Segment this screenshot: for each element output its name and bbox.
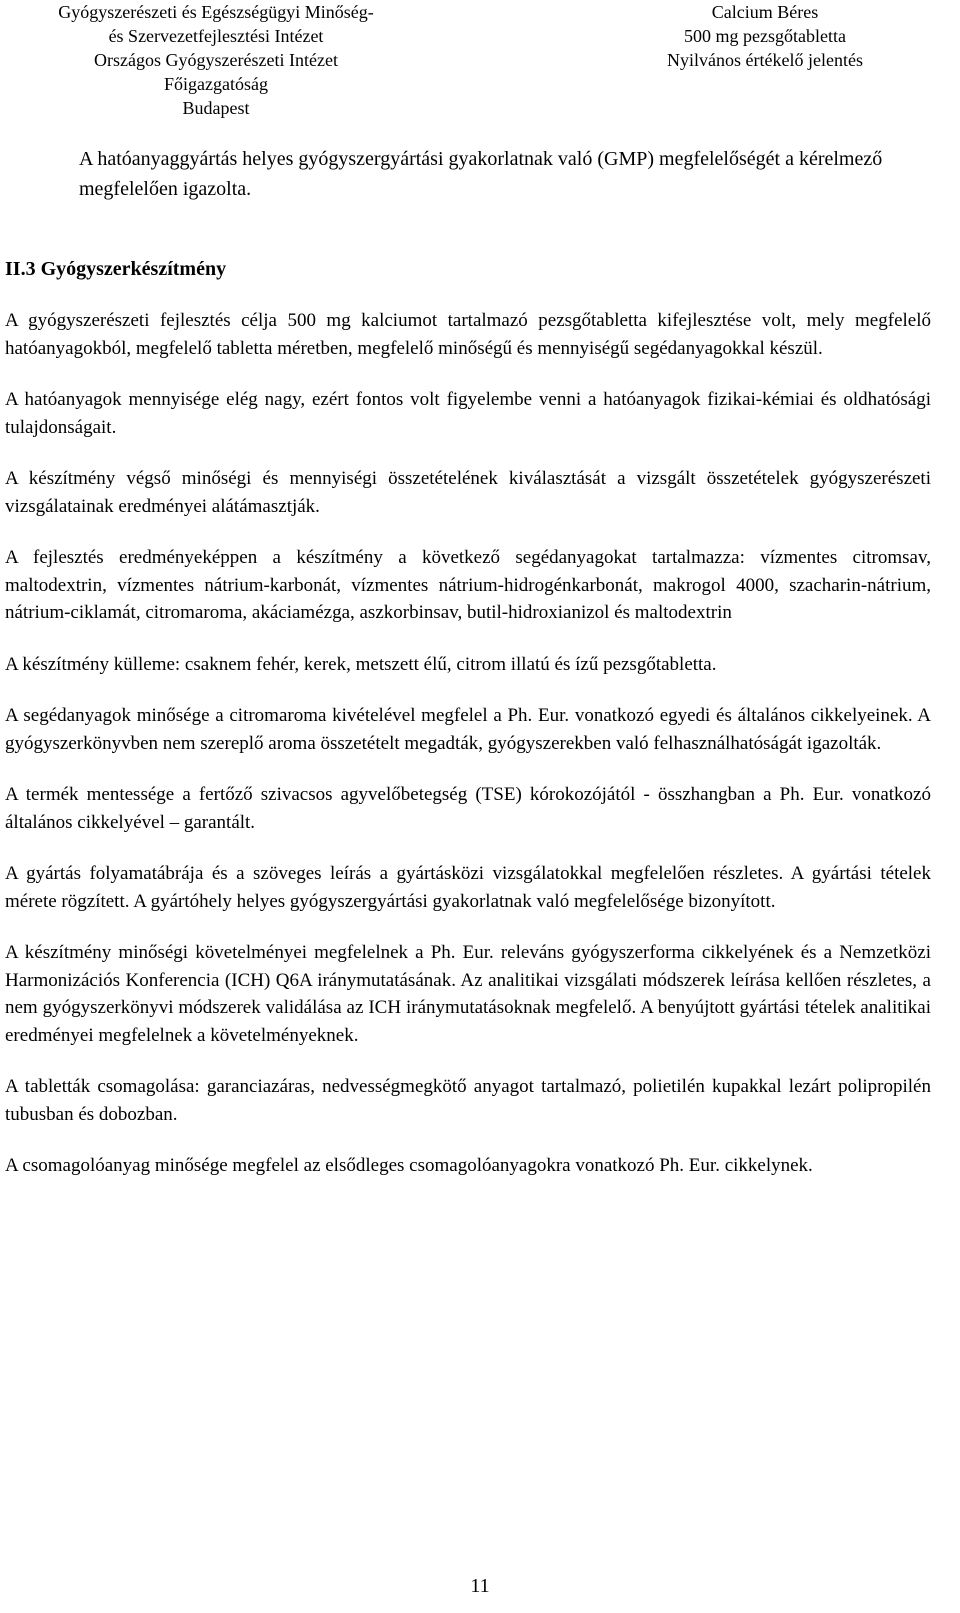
paragraph: A segédanyagok minősége a citromaroma kivételével megfelel a Ph. Eur. vonatkozó egyedi és általános cikkelyeinek. A gyógyszerkönyvben nem szereplő aroma összetételt megadták, gyógyszerekben való felhasználhatóságát igazolták. (5, 705, 931, 754)
section-title: II.3 Gyógyszerkészítmény (5, 258, 227, 280)
header-right-line: 500 mg pezsgőtabletta (684, 26, 846, 46)
header-left-line: Gyógyszerészeti és Egészségügyi Minőség- (58, 2, 374, 22)
header-institution (6, 0, 426, 120)
header-left-line: Budapest (182, 98, 250, 118)
page-number: 11 (470, 1575, 490, 1597)
paragraph: A gyógyszerészeti fejlesztés célja 500 mg kalciumot tartalmazó pezsgőtabletta kifejlesztése volt, mely megfelelő hatóanyagokból, megfelelő tabletta méretben, megfelelő minőségű és mennyiségű segédanyagokkal készül. (5, 310, 931, 359)
paragraph: A készítmény végső minőségi és mennyiségi összetételének kiválasztását a vizsgált összetételek gyógyszerészeti vizsgálatainak eredményei alátámasztják. (5, 468, 931, 517)
paragraph: A gyártás folyamatábrája és a szöveges leírás a gyártásközi vizsgálatokkal megfelelően részletes. A gyártási tételek mérete rögzített. A gyártóhely helyes gyógyszergyártási gyakorlatnak való megfelelősége bizonyított. (5, 863, 931, 912)
paragraph: A fejlesztés eredményeképpen a készítmény a következő segédanyagokat tartalmazza: vízmentes citromsav, maltodextrin, vízmentes nátrium-karbonát, vízmentes nátrium-hidrogénkarbonát, makrogol 4000, szacharin-nátrium, nátrium-ciklamát, citromaroma, akáciamézga, aszkorbinsav, butil-hidroxianizol és maltodextrin (5, 547, 931, 623)
header-left-line: Főigazgatóság (164, 74, 268, 94)
paragraph: A csomagolóanyag minősége megfelel az elsődleges csomagolóanyagokra vonatkozó Ph. Eur. cikkelynek. (5, 1155, 813, 1176)
paragraph: A hatóanyagok mennyisége elég nagy, ezért fontos volt figyelembe venni a hatóanyagok fizikai-kémiai és oldhatósági tulajdonságait. (5, 389, 931, 438)
header-product (630, 0, 900, 72)
header-left-line: és Szervezetfejlesztési Intézet (108, 26, 324, 46)
header-right-line: Calcium Béres (711, 2, 819, 22)
paragraph: A készítmény külleme: csaknem fehér, kerek, metszett élű, citrom illatú és ízű pezsgőtabletta. (5, 653, 717, 675)
paragraph: A készítmény minőségi követelményei megfelelnek a Ph. Eur. releváns gyógyszerforma cikkelyének és a Nemzetközi Harmonizációs Konferencia (ICH) Q6A iránymutatásának. Az analitikai vizsgálati módszerek leírása kellően részletes, a nem gyógyszerkönyvi módszerek validálása az ICH iránymutatásoknak megfelelő. A benyújtott gyártási tételek analitikai eredményei megfelelnek a követelményeknek. (5, 942, 931, 1046)
paragraph: A tabletták csomagolása: garanciazáras, nedvességmegkötő anyagot tartalmazó, polietilén kupakkal lezárt polipropilén tubusban és dobozban. (5, 1076, 931, 1125)
intro-paragraph: A hatóanyaggyártás helyes gyógyszergyártási gyakorlatnak való (GMP) megfelelőségét a kérelmező megfelelően igazolta. (79, 148, 883, 200)
header-left-line: Országos Gyógyszerészeti Intézet (94, 50, 338, 70)
paragraph: A termék mentessége a fertőző szivacsos agyvelőbetegség (TSE) kórokozójától - összhangban a Ph. Eur. vonatkozó általános cikkelyével – garantált. (5, 784, 931, 833)
page-header (0, 0, 960, 120)
section-content (5, 307, 931, 1204)
header-right-line: Nyilvános értékelő jelentés (667, 50, 863, 70)
